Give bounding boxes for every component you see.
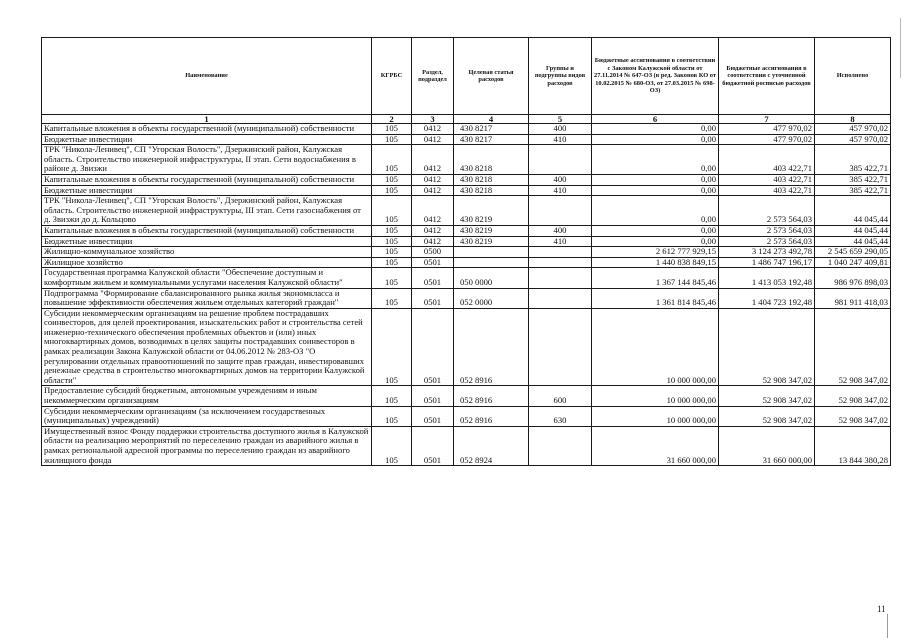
row-budget-refined: 403 422,71	[719, 145, 815, 175]
row-budget-refined: 403 422,71	[719, 174, 815, 185]
header-row	[42, 38, 891, 115]
row-name: Капитальные вложения в объекты государственной (муниципальной) собственности	[42, 225, 372, 236]
row-group	[529, 145, 592, 175]
row-group	[529, 268, 592, 288]
column-number: 7	[719, 115, 815, 124]
table-row	[42, 257, 891, 268]
row-kgrbs: 105	[372, 185, 412, 196]
row-section: 0412	[412, 185, 454, 196]
row-target: 052 8924	[454, 426, 529, 465]
row-budget-law: 1 367 144 845,46	[592, 268, 719, 288]
row-target: 052 8916	[454, 308, 529, 386]
row-budget-refined: 1 413 053 192,48	[719, 268, 815, 288]
column-number: 3	[412, 115, 454, 124]
row-section: 0501	[412, 257, 454, 268]
row-name: Предоставление субсидий бюджетным, автономным учреждениям и иным некоммерческим организациям	[42, 386, 372, 406]
row-budget-law: 0,00	[592, 185, 719, 196]
row-executed: 385 422,71	[815, 174, 891, 185]
row-executed: 1 040 247 409,81	[815, 257, 891, 268]
row-name: Бюджетные инвестиции	[42, 185, 372, 196]
row-group: 400	[529, 124, 592, 135]
row-section: 0412	[412, 134, 454, 145]
row-executed: 44 045,44	[815, 196, 891, 226]
row-budget-law: 0,00	[592, 196, 719, 226]
row-executed: 52 908 347,02	[815, 308, 891, 386]
row-budget-law: 31 660 000,00	[592, 426, 719, 465]
row-executed: 52 908 347,02	[815, 386, 891, 406]
table-row	[42, 145, 891, 175]
row-target: 430 8219	[454, 225, 529, 236]
row-executed: 986 976 898,03	[815, 268, 891, 288]
row-kgrbs: 105	[372, 386, 412, 406]
row-section: 0500	[412, 247, 454, 258]
row-kgrbs: 105	[372, 268, 412, 288]
row-group: 410	[529, 134, 592, 145]
row-section: 0412	[412, 174, 454, 185]
row-budget-law: 0,00	[592, 174, 719, 185]
row-executed: 457 970,02	[815, 134, 891, 145]
row-kgrbs: 105	[372, 174, 412, 185]
scan-bottom-tick	[887, 614, 888, 638]
row-target: 430 8217	[454, 124, 529, 135]
row-kgrbs: 105	[372, 196, 412, 226]
row-executed: 52 908 347,02	[815, 406, 891, 426]
row-kgrbs: 105	[372, 308, 412, 386]
row-kgrbs: 105	[372, 134, 412, 145]
row-budget-refined: 52 908 347,02	[719, 386, 815, 406]
row-group: 630	[529, 406, 592, 426]
row-kgrbs: 105	[372, 124, 412, 135]
row-group	[529, 196, 592, 226]
column-number: 1	[42, 115, 372, 124]
row-group	[529, 426, 592, 465]
table-row	[42, 134, 891, 145]
row-budget-law: 1 361 814 845,46	[592, 288, 719, 308]
row-budget-law: 0,00	[592, 134, 719, 145]
row-budget-refined: 3 124 273 492,78	[719, 247, 815, 258]
row-group	[529, 247, 592, 258]
column-number: 6	[592, 115, 719, 124]
row-name: Жилищно-коммунальное хозяйство	[42, 247, 372, 258]
row-target: 430 8218	[454, 185, 529, 196]
row-section: 0501	[412, 426, 454, 465]
budget-table	[41, 37, 891, 466]
header-budget-refined: Бюджетные ассигнования в соответствии с уточненной бюджетной росписью расходов	[719, 38, 815, 115]
column-number: 4	[454, 115, 529, 124]
row-target	[454, 257, 529, 268]
table-row	[42, 174, 891, 185]
row-budget-law: 10 000 000,00	[592, 386, 719, 406]
row-name: Имущественный взнос Фонду поддержки строительства доступного жилья в Калужской области на реализацию мероприятий по переселению граждан из аварийного жилья в рамках региональной адресной программы по переселению граждан из аварийного жилищного фонда	[42, 426, 372, 465]
row-executed: 385 422,71	[815, 185, 891, 196]
row-budget-law: 0,00	[592, 124, 719, 135]
row-name: ТРК "Никола-Ленивец", СП "Угорская Волость", Дзержинский район, Калужская область. Строительство инженерной инфраструктуры, II этап. Сети водоснабжения в районе д. Звизжи	[42, 145, 372, 175]
header-section: Раздел, подраздел	[412, 38, 454, 115]
row-kgrbs: 105	[372, 236, 412, 247]
row-budget-refined: 403 422,71	[719, 185, 815, 196]
table-row	[42, 288, 891, 308]
row-group	[529, 257, 592, 268]
row-section: 0412	[412, 225, 454, 236]
table-row	[42, 308, 891, 386]
row-executed: 13 844 380,28	[815, 426, 891, 465]
row-target: 430 8219	[454, 196, 529, 226]
row-group: 410	[529, 185, 592, 196]
row-name: Подпрограмма "Формирование сбалансированного рынка жилья экономкласса и повышение эффективности обеспечения жильем отдельных категорий граждан"	[42, 288, 372, 308]
row-budget-refined: 52 908 347,02	[719, 406, 815, 426]
row-budget-refined: 477 970,02	[719, 134, 815, 145]
row-kgrbs: 105	[372, 288, 412, 308]
row-name: Государственная программа Калужской области "Обеспечение доступным и комфортным жильем и коммунальными услугами населения Калужской области"	[42, 268, 372, 288]
column-number: 5	[529, 115, 592, 124]
row-group: 410	[529, 236, 592, 247]
table-row	[42, 196, 891, 226]
row-name: ТРК "Никола-Ленивец", СП "Угорская Волость", Дзержинский район, Калужская область. Строительство инженерной инфраструктуры, III этап. Сети газоснабжения от д. Звизжи до д. Кольцово	[42, 196, 372, 226]
row-executed: 981 911 418,03	[815, 288, 891, 308]
row-section: 0412	[412, 196, 454, 226]
row-budget-law: 0,00	[592, 225, 719, 236]
row-budget-refined: 477 970,02	[719, 124, 815, 135]
row-group: 400	[529, 174, 592, 185]
scan-edge-mark	[900, 18, 901, 78]
row-name: Капитальные вложения в объекты государственной (муниципальной) собственности	[42, 174, 372, 185]
table-row	[42, 236, 891, 247]
row-kgrbs: 105	[372, 247, 412, 258]
row-budget-law: 2 612 777 929,15	[592, 247, 719, 258]
table-row	[42, 406, 891, 426]
row-budget-law: 0,00	[592, 145, 719, 175]
table-row	[42, 268, 891, 288]
table-row	[42, 426, 891, 465]
row-executed: 2 545 659 290,05	[815, 247, 891, 258]
row-section: 0501	[412, 406, 454, 426]
row-target: 052 0000	[454, 288, 529, 308]
row-name: Субсидии некоммерческим организациям на решение проблем пострадавших соинвесторов, для целей проектирования, изыскательских работ и строительства сетей инженерно-технического обеспечения проблемных объектов и (или) иных многоквартирных домов, возводимых в целях защиты пострадавших соинвесторов в рамках реализации Закона Калужской области от 04.06.2012 № 283-ОЗ "О регулировании отдельных правоотношений по защите прав граждан, инвестировавших денежные средства в строительство многоквартирных домов на территории Калужской области"	[42, 308, 372, 386]
header-budget-law: Бюджетные ассигнования в соответствии с Законом Калужской области от 27.11.2014 № 647-ОЗ (в ред. Законов КО от 10.02.2015 № 680-ОЗ, от 27.03.2015 № 698-ОЗ)	[592, 38, 719, 115]
row-budget-law: 0,00	[592, 236, 719, 247]
row-budget-refined: 1 486 747 196,17	[719, 257, 815, 268]
row-section: 0412	[412, 236, 454, 247]
header-target: Целевая статья расходов	[454, 38, 529, 115]
table-row	[42, 386, 891, 406]
table-row	[42, 185, 891, 196]
page-number: 11	[877, 604, 886, 614]
row-section: 0501	[412, 386, 454, 406]
row-executed: 44 045,44	[815, 236, 891, 247]
row-executed: 385 422,71	[815, 145, 891, 175]
column-number: 2	[372, 115, 412, 124]
row-target: 050 0000	[454, 268, 529, 288]
row-section: 0501	[412, 268, 454, 288]
header-groups: Группы и подгруппы видов расходов	[529, 38, 592, 115]
row-kgrbs: 105	[372, 225, 412, 236]
row-executed: 44 045,44	[815, 225, 891, 236]
row-target: 430 8219	[454, 236, 529, 247]
row-kgrbs: 105	[372, 406, 412, 426]
row-budget-law: 10 000 000,00	[592, 308, 719, 386]
row-name: Субсидии некоммерческим организациям (за исключением государственных (муниципальных) учреждений)	[42, 406, 372, 426]
row-target: 430 8218	[454, 174, 529, 185]
row-budget-refined: 31 660 000,00	[719, 426, 815, 465]
row-budget-refined: 2 573 564,03	[719, 236, 815, 247]
table-body	[42, 115, 891, 466]
row-name: Капитальные вложения в объекты государственной (муниципальной) собственности	[42, 124, 372, 135]
row-kgrbs: 105	[372, 145, 412, 175]
row-group: 600	[529, 386, 592, 406]
row-target: 052 8916	[454, 406, 529, 426]
row-budget-refined: 52 908 347,02	[719, 308, 815, 386]
header-name: Наименование	[42, 38, 372, 115]
row-kgrbs: 105	[372, 257, 412, 268]
column-number: 8	[815, 115, 891, 124]
row-section: 0501	[412, 288, 454, 308]
row-group: 400	[529, 225, 592, 236]
row-name: Жилищное хозяйство	[42, 257, 372, 268]
row-name: Бюджетные инвестиции	[42, 236, 372, 247]
row-section: 0501	[412, 308, 454, 386]
row-section: 0412	[412, 145, 454, 175]
row-target	[454, 247, 529, 258]
row-target: 052 8916	[454, 386, 529, 406]
row-budget-refined: 1 404 723 192,48	[719, 288, 815, 308]
row-executed: 457 970,02	[815, 124, 891, 135]
row-section: 0412	[412, 124, 454, 135]
row-group	[529, 288, 592, 308]
header-executed: Исполнено	[815, 38, 891, 115]
row-budget-refined: 2 573 564,03	[719, 196, 815, 226]
row-target: 430 8217	[454, 134, 529, 145]
row-group	[529, 308, 592, 386]
row-budget-refined: 2 573 564,03	[719, 225, 815, 236]
header-kgrbs: КГРБС	[372, 38, 412, 115]
row-kgrbs: 105	[372, 426, 412, 465]
row-budget-law: 10 000 000,00	[592, 406, 719, 426]
row-name: Бюджетные инвестиции	[42, 134, 372, 145]
column-number-row	[42, 115, 891, 124]
row-target: 430 8218	[454, 145, 529, 175]
table-row	[42, 124, 891, 135]
table-row	[42, 247, 891, 258]
table-row	[42, 225, 891, 236]
row-budget-law: 1 440 838 849,15	[592, 257, 719, 268]
